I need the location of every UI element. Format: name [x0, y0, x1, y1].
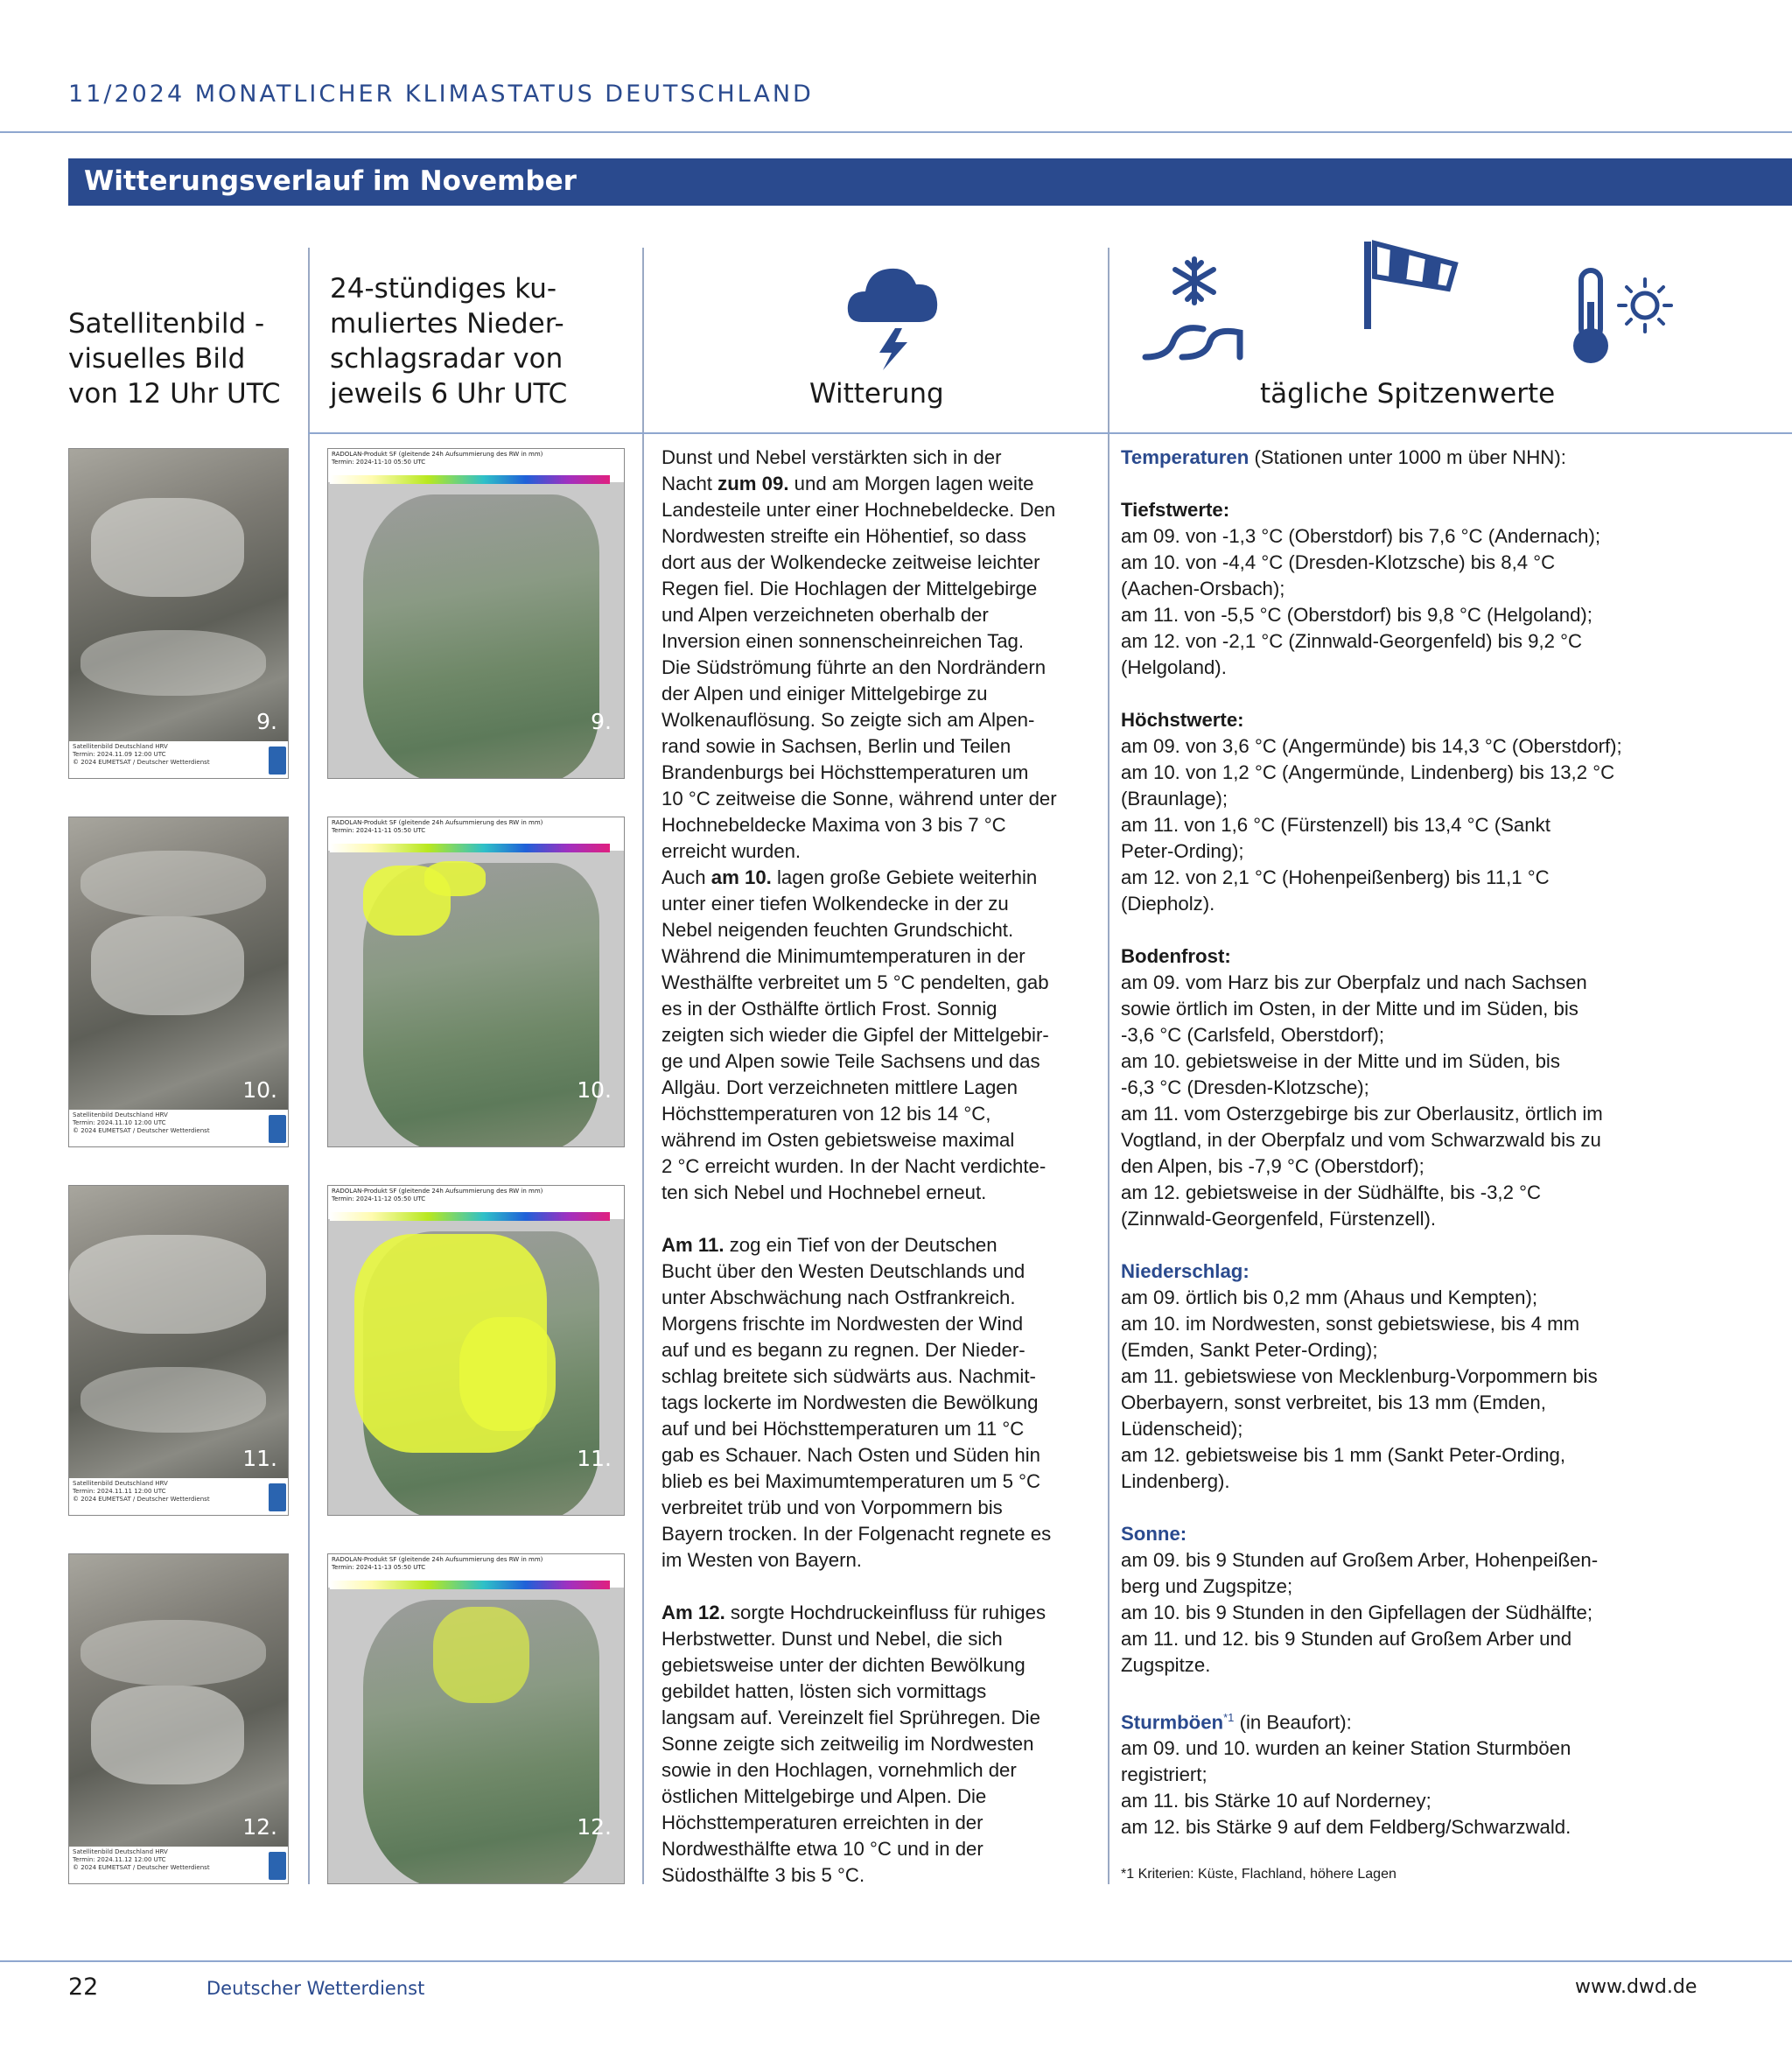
satellite-day-label: 12. — [242, 1814, 277, 1840]
section-title: Witterungsverlauf im November — [84, 165, 577, 197]
radar-day-label: 11. — [577, 1446, 612, 1471]
radar-image-9: RADOLAN-Produkt SF (gleitende 24h Aufsummierung des RW in mm) Termin: 2024-11-10 05:50 UTC 9. — [327, 448, 625, 779]
radar-image-10: RADOLAN-Produkt SF (gleitende 24h Aufsummierung des RW in mm) Termin: 2024-11-11 05:50 UTC 10. — [327, 817, 625, 1147]
satellite-day-label: 10. — [242, 1077, 277, 1103]
dwd-logo-icon — [269, 1483, 286, 1511]
satellite-day-label: 11. — [242, 1446, 277, 1471]
weather-text — [662, 445, 1099, 1889]
satellite-image-12: Satellitenbild Deutschland HRV Termin: 2024.11.12 12:00 UTC © 2024 EUMETSAT / Deutscher Wetterdienst 12. — [68, 1553, 289, 1884]
footnote: *1 Kriterien: Küste, Flachland, höhere Lagen — [1121, 1867, 1396, 1882]
header-rule — [0, 131, 1792, 133]
column-divider-1 — [308, 248, 310, 1884]
satellite-day-label: 9. — [256, 709, 277, 734]
extremes-text: Temperaturen (Stationen unter 1000 m über NHN): Tiefstwerte: am 09. von -1,3 °C (Oberstdorf) bis 7,6 °C (Andernach); am 10. von -4,4 °C (Dresden-Klotzsche) bis 8,4 °C (Aachen-Orsbach); am 11. von -5,5 °C (Oberstdorf) bis 9,8 °C (Helgoland); am 12. von -2,1 °C (Zinnwald-Georgenfeld) bis 9,2 °C (Helgoland). Höchstwerte: am 09. von 3,6 °C (Angermünde) bis 14,3 °C (Oberstdorf); am 10. von 1,2 °C (Angermünde, Lindenberg) bis 13,2 °C (Braunlage); am 11. von 1,6 °C (Fürstenzell) bis 13,4 °C (Sankt Peter-Ording); am 12. von 2,1 °C (Hohenpeißenberg) bis 11,1 °C (Diepholz). Bodenfrost: am 09. vom Harz bis zur Oberpfalz und nach Sachsen sowie örtlich im Osten, in der Mitte und im Süden, bis -3,6 °C (Carlsfeld, Oberstdorf); am 10. gebietsweise in der Mitte und im Süden, bis -6,3 °C (Dresden-Klotzsche); am 11. vom Osterzgebirge bis zur Oberlausitz, örtlich im Vogtland, in der Oberpfalz und vom Schwarzwald bis zu den Alpen, bis -7,9 °C (Oberstdorf); am 12. gebietsweise in der Südhälfte, bis -3,2 °C (Zinnwald-Georgenfeld, Fürstenzell). Niederschlag: am 09. örtlich bis 0,2 mm (Ahaus und Kempten); am 10. im Nordwesten, sonst gebietswiese, bis 4 mm (Emden, Sankt Peter-Ording); am 11. gebietswiese von Mecklenburg-Vorpommern bis Oberbayern, sonst verbreitet, bis 13 mm (Emden, Lüdenscheid); am 12. gebietsweise bis 1 mm (Sankt Peter-Ording, Lindenberg). Sonne: am 09. bis 9 Stunden auf Großem Arber, Hohenpeißen- berg und Zugspitze; am 10. bis 9 Stunden in den Gipfellagen der Südhälfte; am 11. und 12. bis 9 Stunden auf Großem Arber und Zugspitze. Sturmböen$^{*1}$ (in Beaufort): am 09. und 10. wurden an keiner Station Sturmböen registriert; am 11. bis Stärke 10 auf Norderney; am 12. bis Stärke 9 auf dem Feldberg/Schwarzwald. — [1121, 446, 1622, 1839]
sun-label: Sonne: — [1121, 1523, 1187, 1545]
weather-paragraph-11: Am 11. zog ein Tief von der Deutschen Bucht über den Westen Deutschlands und unter Abschwächung nach Ostfrankreich. Morgens frischte im Nordwesten der Wind auf und es begann zu regnen. Der Nieder- schlag breitete sich südwärts aus. Nachmit- tags lockerte im Nordwesten die Bewölkung auf und bei Höchsttemperaturen um 11 °C gab es Schauer. Nach Osten und Süden hin blieb es bei Maximumtemperaturen um 5 °C verbreitet trüb und von Vorpommern bis Bayern trocken. In der Folgenacht regnete es im Westen von Bayern. — [662, 1234, 1052, 1571]
satellite-image-11: Satellitenbild Deutschland HRV Termin: 2024.11.11 12:00 UTC © 2024 EUMETSAT / Deutscher Wetterdienst 11. — [68, 1185, 289, 1516]
weather-paragraph-12: Am 12. sorgte Hochdruckeinfluss für ruhiges Herbstwetter. Dunst und Nebel, die sich gebietsweise unter der dichten Bewölkung gebildet hatten, lösten sich vormittags langsam auf. Vereinzelt fiel Sprühregen. Die Sonne zeigte sich zeitweilig im Nordwesten sowie in den Hochlagen, vornehmlich der östlichen Mittelgebirge und Alpen. Die Höchsttemperaturen erreichten in der Nordwesthälfte etwa 10 °C und in der Südosthälfte 3 bis 5 °C. — [662, 1602, 1046, 1886]
weather-paragraph-9: Dunst und Nebel verstärkten sich in der Nacht zum 09. und am Morgen lagen weite Landesteile unter einer Hochnebeldecke. Den Nordwesten streifte ein Höhentief, so dass dort aus der Wolkendecke zeitweise leichter Regen fiel. Die Hochlagen der Mittelgebirge und Alpen verzeichneten oberhalb der Inversion einen sonnenscheinreichen Tag. Die Südströmung führte an den Nordrändern der Alpen und einiger Mittelgebirge zu Wolkenauflösung. So zeigte sich am Alpen- rand sowie in Sachsen, Berlin und Teilen Brandenburgs bei Höchsttemperaturen um 10 °C zeitweise die Sonne, während unter der Hochnebeldecke Maxima von 3 bis 7 °C erreicht wurden. — [662, 446, 1057, 862]
satellite-image-9: Satellitenbild Deutschland HRV Termin: 2024.11.09 12:00 UTC © 2024 EUMETSAT / Deutscher Wetterdienst 9. — [68, 448, 289, 779]
windsock-icon — [1361, 238, 1461, 330]
dwd-logo-icon — [269, 1852, 286, 1880]
temperature-label: Temperaturen — [1121, 446, 1250, 468]
column-divider-3 — [1108, 248, 1110, 1884]
weather-paragraph-10: Auch am 10. lagen große Gebiete weiterhin unter einer tiefen Wolkendecke in der zu Nebel neigenden feuchten Grundschicht. Während die Minimumtemperaturen in der Westhälfte verbreitet um 5 °C pendelten, gab es in der Osthälfte örtlich Frost. Sonnig zeigten sich wieder die Gipfel der Mittelgebir- ge und Alpen sowie Teile Sachsens und das Allgäu. Dort verzeichneten mittlere Lagen Höchsttemperaturen von 12 bis 14 °C, während im Osten gebietsweise maximal 2 °C erreicht wurden. In der Nacht verdichte- ten sich Nebel und Hochnebel erneut. — [662, 866, 1049, 1203]
tmax-label: Höchstwerte: — [1121, 709, 1244, 731]
radar-day-label: 12. — [577, 1814, 612, 1840]
frost-label: Bodenfrost: — [1121, 945, 1231, 967]
column-divider-2 — [642, 248, 644, 1884]
radar-day-label: 10. — [577, 1077, 612, 1103]
tmin-label: Tiefstwerte: — [1121, 499, 1230, 521]
satellite-heading: Satellitenbild - visuelles Bild von 12 Uhr UTC — [68, 308, 281, 410]
precip-label: Niederschlag: — [1121, 1260, 1250, 1282]
dwd-logo-icon — [269, 1115, 286, 1143]
footer-rule — [0, 1960, 1792, 1962]
extremes-heading: tägliche Spitzenwerte — [1260, 378, 1556, 410]
satellite-image-10: Satellitenbild Deutschland HRV Termin: 2024.11.10 12:00 UTC © 2024 EUMETSAT / Deutscher Wetterdienst 10. — [68, 817, 289, 1147]
dwd-logo-icon — [269, 747, 286, 775]
page-header-title: 11/2024 MONATLICHER KLIMASTATUS DEUTSCHLAND — [68, 81, 814, 108]
radar-heading: 24-stündiges ku- muliertes Nieder- schlagsradar von jeweils 6 Uhr UTC — [330, 273, 568, 410]
heading-rule — [308, 432, 1792, 434]
footer-org: Deutscher Wetterdienst — [206, 1978, 425, 1999]
radar-image-11: RADOLAN-Produkt SF (gleitende 24h Aufsummierung des RW in mm) Termin: 2024-11-12 05:50 UTC 11. — [327, 1185, 625, 1516]
footer-url[interactable]: www.dwd.de — [1575, 1976, 1698, 1998]
radar-day-label: 9. — [591, 709, 612, 734]
weather-heading: Witterung — [809, 378, 944, 410]
thunderstorm-cloud-icon — [844, 248, 941, 370]
radar-image-12: RADOLAN-Produkt SF (gleitende 24h Aufsummierung des RW in mm) Termin: 2024-11-13 05:50 UTC 12. — [327, 1553, 625, 1884]
section-banner — [68, 158, 1792, 206]
page-number: 22 — [68, 1973, 99, 2001]
snow-ice-road-icon — [1142, 254, 1247, 363]
thermometer-sun-icon — [1566, 267, 1676, 368]
gust-label: Sturmböen — [1121, 1711, 1224, 1734]
